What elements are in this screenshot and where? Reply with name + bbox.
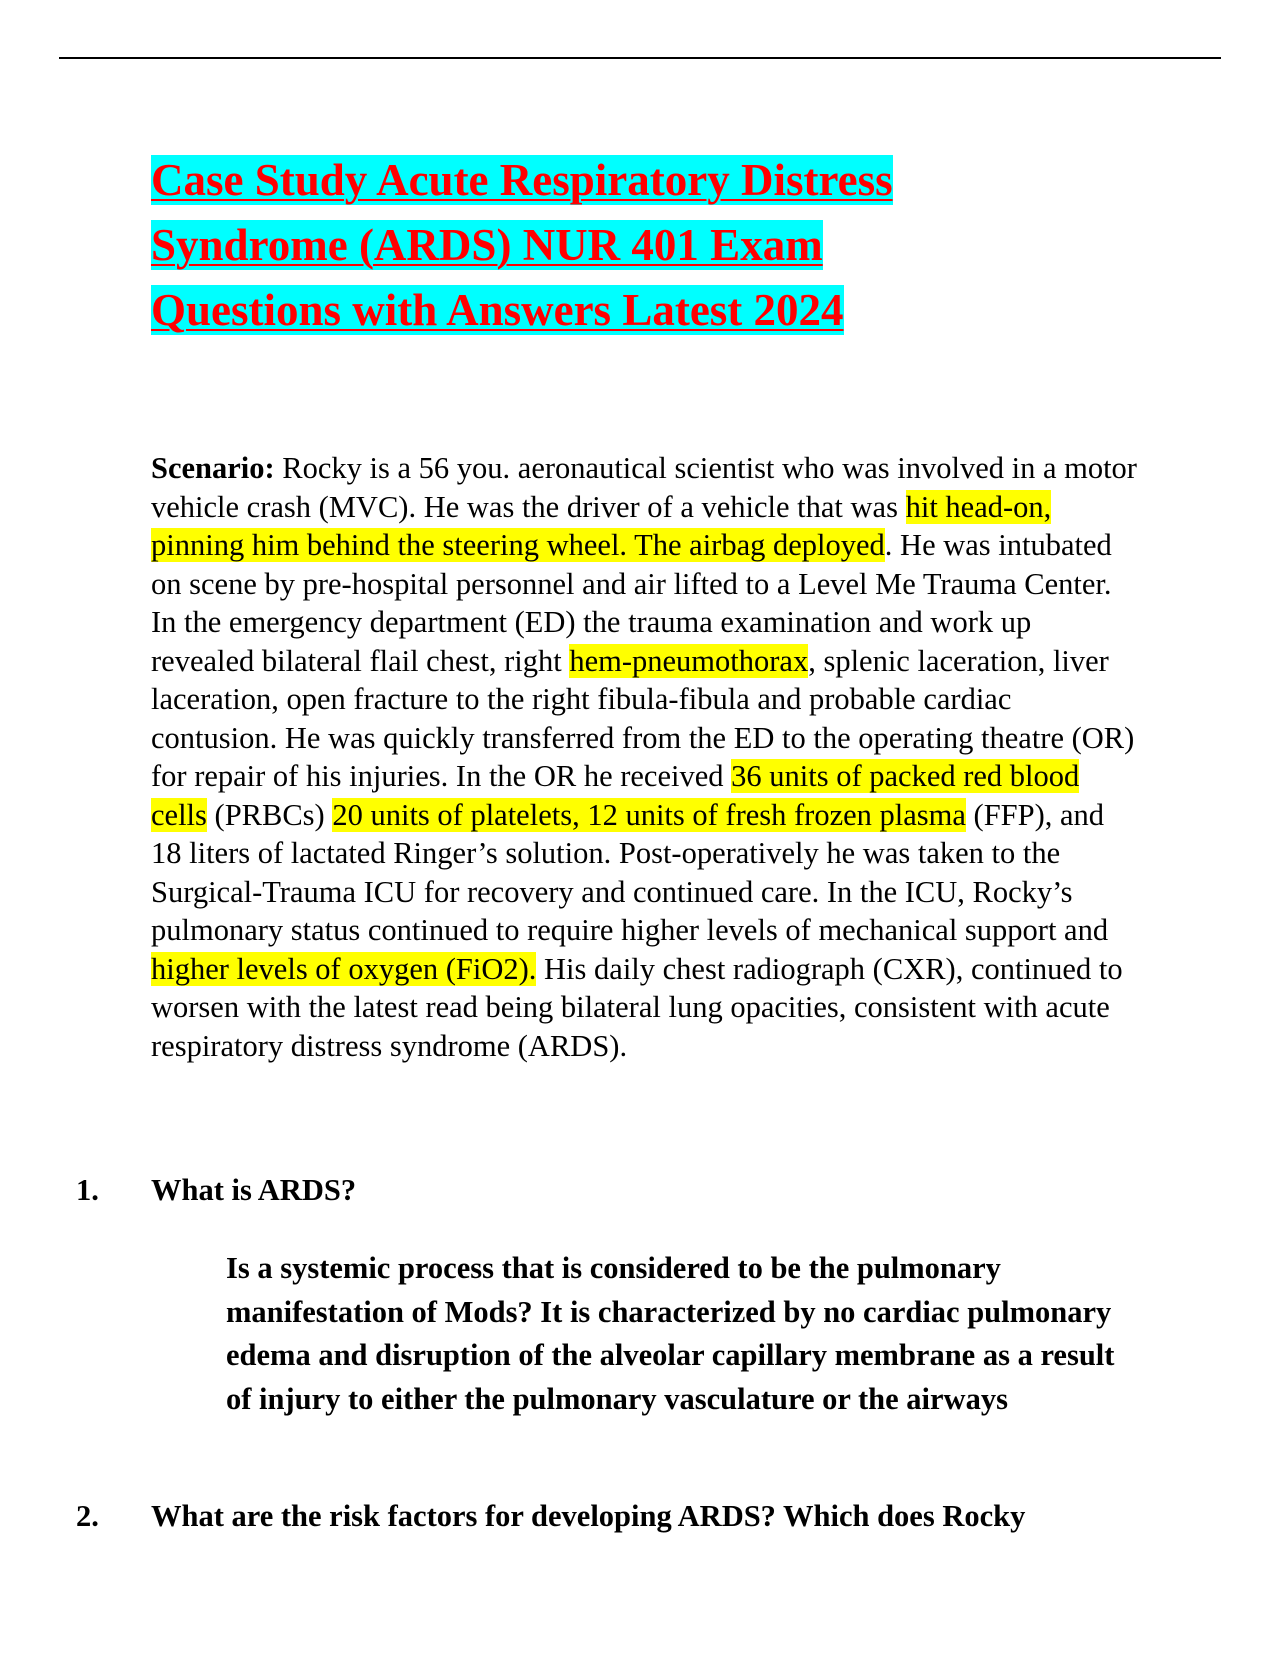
highlighted-text: pinning him behind the steering wheel. The airbag deployed	[151, 528, 885, 562]
highlighted-text: 20 units of platelets, 12 units of fresh frozen plasma	[332, 797, 966, 832]
scenario-label: Scenario:	[151, 451, 275, 485]
scenario-text: Rocky is a 56 you. aeronautical scientist who was involved in a motor vehicle crash (MVC). He was the driver of a vehicle that was	[151, 451, 1137, 524]
answer-text: Is a systemic process that is considered to be the pulmonary manifestation of Mods? It is characterized by no cardiac pulmonary edema and disruption of the alveolar capillary membrane as a result of injury to either the pulmonary vasculature or the airways	[226, 1251, 1115, 1416]
scenario-text: . He was intubated on scene by pre-hospital personnel and air lifted to a Level Me Trauma Center. In the emergency department (ED) the trauma examination and work up revealed bilateral flail chest, right	[151, 528, 1112, 678]
scenario-text: , splenic laceration, liver laceration, open fracture to the right fibula-fibula and probable cardiac contusion. He was quickly transferred from the ED to the operating theatre (OR) for repair of his injuries. In the OR he received	[151, 643, 1135, 793]
scenario-text: (FFP), and 18 liters of lactated Ringer’s solution. Post-operatively he was taken to the Surgical-Trauma ICU for recovery and continued care. In the ICU, Rocky’s pulmonary status continued to require higher levels of mechanical support and	[151, 797, 1109, 947]
highlighted-text: 36 units of packed red blood cells	[151, 759, 1080, 832]
question-text: What is ARDS?	[151, 1173, 357, 1207]
highlighted-text: hem-pneumothorax	[569, 643, 809, 678]
header-rule	[59, 57, 1221, 59]
scenario-paragraph	[151, 449, 1141, 1065]
question-text: What are the risk factors for developing ARDS? Which does Rocky	[151, 1499, 1026, 1533]
title-line-2: Syndrome (ARDS) NUR 401 Exam	[151, 220, 823, 270]
document-title	[151, 148, 1051, 343]
title-line-3: Questions with Answers Latest 2024	[151, 285, 844, 335]
title-line-1: Case Study Acute Respiratory Distress	[151, 155, 893, 205]
question-number: 1.	[76, 1173, 99, 1207]
question-number: 2.	[76, 1499, 99, 1533]
scenario-text: (PRBCs)	[206, 797, 333, 832]
highlighted-text: higher levels of oxygen (FiO2).	[151, 951, 537, 986]
highlighted-text: hit head-on,	[905, 489, 1052, 524]
scenario-text: His daily chest radiograph (CXR), continued to worsen with the latest read being bilateral lung opacities, consistent with acute respiratory distress syndrome (ARDS).	[151, 951, 1123, 1063]
